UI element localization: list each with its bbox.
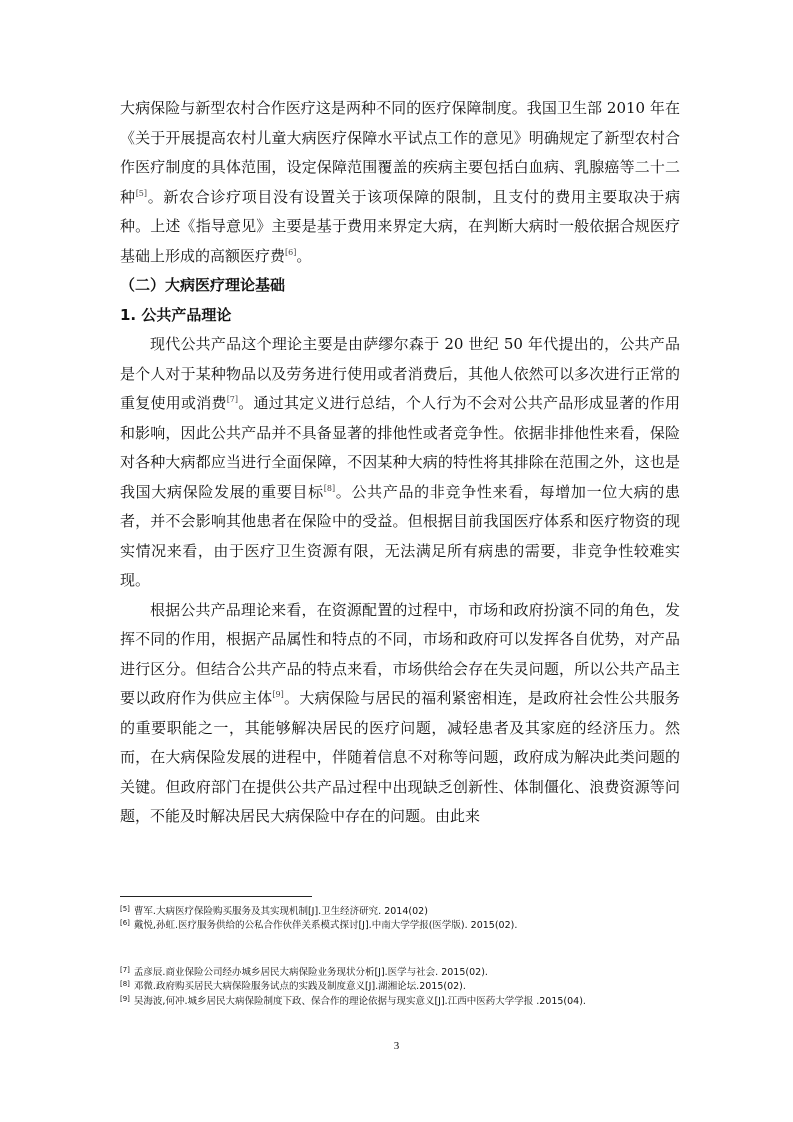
paragraph-3 bbox=[120, 596, 680, 832]
footnote-mark: [5] bbox=[120, 905, 130, 913]
citation-ref: [7] bbox=[226, 395, 239, 404]
footnote bbox=[120, 993, 680, 1009]
footnote-divider bbox=[120, 896, 312, 897]
footnote bbox=[120, 978, 680, 994]
text-run: 。 bbox=[296, 246, 312, 265]
footnote-text: 吴海波,何冲.城乡居民大病保险制度下政、保合作的理论依据与现实意义[J].江西中医药大学学报 .2015(04). bbox=[133, 996, 586, 1007]
footnote-text: 戴悦,孙虹.医疗服务供给的公私合作伙伴关系模式探讨[J].中南大学学报(医学版). 2015(02). bbox=[133, 920, 518, 931]
footnote-text: 孟彦辰.商业保险公司经办城乡居民大病保险业务现状分析[J].医学与社会. 2015(02). bbox=[133, 967, 488, 978]
text-run: 。通过其定义进行总结，个人行为不会对公共产品形成显著的作用和影响，因此公共产品并不具备显著的排他性或者竞争性。依据非排他性来看，保险对各种大病都应当进行全面保障，不因某种大病的特性将其排除在范围之外，这也是我国大病保险发展的重要目标 bbox=[120, 394, 680, 501]
footnote-mark: [9] bbox=[120, 995, 130, 1003]
text-run: 。新农合诊疗项目没有设置关于该项保障的限制，且支付的费用主要取决于病种。上述《指导意见》主要是基于费用来界定大病，在判断大病时一般依据合规医疗基础上形成的高额医疗费 bbox=[120, 187, 680, 265]
paragraph-2 bbox=[120, 330, 680, 596]
subsection-heading: 1. 公共产品理论 bbox=[120, 305, 232, 324]
citation-ref: [9] bbox=[272, 690, 284, 699]
text-run: 。公共产品的非竞争性来看，每增加一位大病的患者，并不会影响其他患者在保险中的受益。但根据目前我国医疗体系和医疗物资的现实情况来看，由于医疗卫生资源有限，无法满足所有病患的需要，非竞争性较难实现。 bbox=[120, 482, 680, 589]
footnote-text: 邓微.政府购买居民大病保险服务试点的实践及制度意义[J].湖湘论坛.2015(02). bbox=[133, 981, 466, 992]
page-number: 3 bbox=[393, 1040, 400, 1052]
footnote-mark: [8] bbox=[120, 980, 130, 988]
citation-ref: [6] bbox=[285, 247, 297, 257]
text-run: 大病保险与新型农村合作医疗这是两种不同的医疗保障制度。我国卫生部 2010 年在《关于开展提高农村儿童大病医疗保障水平试点工作的意见》明确规定了新型农村合作医疗制度的具体范围，设定保障范围覆盖的疾病主要包括白血病、乳腺癌等二十二种 bbox=[120, 99, 680, 206]
paragraph-1 bbox=[120, 94, 680, 271]
footnote-text: 曹军.大病医疗保险购买服务及其实现机制[J].卫生经济研究. 2014(02) bbox=[133, 906, 428, 917]
body-text bbox=[120, 94, 680, 832]
citation-ref: [5] bbox=[135, 188, 148, 198]
footnote-mark: [6] bbox=[120, 919, 130, 927]
text-run: 根据公共产品理论来看，在资源配置的过程中，市场和政府扮演不同的角色，发挥不同的作用，根据产品属性和特点的不同，市场和政府可以发挥各自优势，对产品进行区分。但结合公共产品的特点来看，市场供给会存在失灵问题，所以公共产品主要以政府作为供应主体 bbox=[120, 600, 680, 707]
text-run: 现代公共产品这个理论主要是由萨缪尔森于 20 世纪 50 年代提出的，公共产品是个人对于某种物品以及劳务进行使用或者消费后，其他人依然可以多次进行正常的重复使用或消费 bbox=[120, 335, 680, 412]
section-heading: （二）大病医疗理论基础 bbox=[120, 276, 286, 294]
footnote bbox=[120, 917, 680, 933]
footnote-mark: [7] bbox=[120, 966, 130, 974]
citation-ref: [8] bbox=[323, 483, 336, 493]
text-run: 。大病保险与居民的福利紧密相连，是政府社会性公共服务的重要职能之一，其能够解决居民的医疗问题，减轻患者及其家庭的经济压力。然而，在大病保险发展的进程中，伴随着信息不对称等问题，政府成为解决此类问题的关键。但政府部门在提供公共产品过程中出现缺乏创新性、体制僵化、浪费资源等问题，不能及时解决居民大病保险中存在的问题。由此来 bbox=[120, 689, 680, 825]
